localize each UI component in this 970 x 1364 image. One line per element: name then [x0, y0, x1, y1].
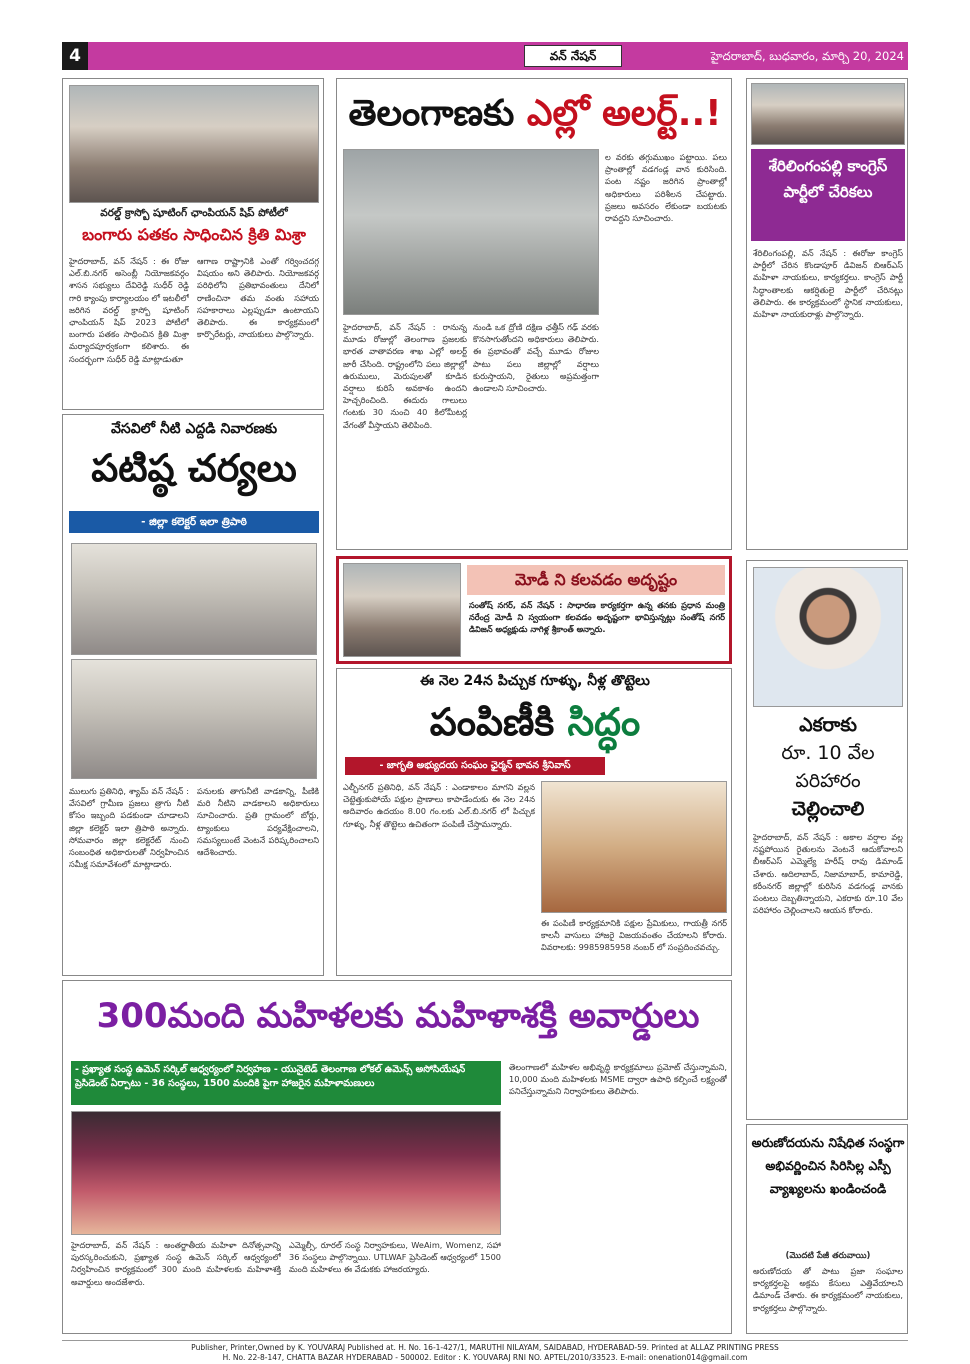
rain-photo	[343, 149, 599, 315]
footer-line2: H. No. 22-8-147, CHATTA BAZAR HYDERABAD - 500002. Editor : K. YOUVARAJ RNI NO. APTEL/2010/33523. E-mail: onenation014@gmail.com	[222, 1353, 748, 1362]
page-number: 4	[62, 42, 88, 70]
women-story	[62, 980, 732, 1334]
collector-photo-bottom	[71, 659, 317, 779]
women-photo	[71, 1111, 501, 1235]
collector-headline: పటిష్ఠ చర్యలు	[91, 446, 297, 490]
sircilla-headline: అరుణోదయను నిషేధిత సంస్థగా అభివర్ణించిన సిరిసిల్ల ఎస్పీ వ్యాఖ్యలను ఖండించండి	[751, 1135, 905, 1196]
masthead	[62, 42, 908, 70]
women-headline-b: మహిళాశక్తి అవార్డులు	[415, 996, 700, 1036]
serilingampally-headline: శేరిలింగంపల్లి కాంగ్రెస్ పార్టీలో చేరికలు	[751, 149, 905, 241]
birds-story	[336, 668, 732, 976]
dateline: హైదరాబాద్, బుధవారం, మార్చి 20, 2024	[710, 49, 904, 63]
kriti-body-left: హైదరాబాద్, వన్ నేషన్ : ఈ రోజు ఎల్.బి.నగర్ అసెంబ్లీ నియోజకవర్గం శాసన సభ్యులు దేవిరెడ్డి సుధీర్ రెడ్డి గారి క్యాంపు కార్యాలయం లో ఇటలీలో జరిగిన వరల్డ్ క్రాస్బో షూటింగ్ ఛాంపియన్ షిప్ 2023 పోటీలో బంగారు పతకం సాధించిన క్రితి మిశ్రా మర్యాదపూర్వకంగా కలిశారు. ఈ సందర్భంగా సుధీర్ రెడ్డి మాట్లాడుతూ	[69, 256, 189, 364]
footer-line1: Publisher, Printer,Owned by K. YOUVARAJ Published at. H. No. 16-1-427/1, MARUTHI NILAYAM, SAIDABAD, HYDERABAD-59. Printed at ALLAZ PRINTING PRESS	[191, 1343, 779, 1352]
harish-headline-d: చెల్లించాలి	[791, 798, 865, 820]
telangana-headline-a: తెలంగాణకు	[348, 93, 515, 134]
modi-story	[336, 556, 732, 664]
modi-photo	[343, 563, 461, 657]
birds-body: ఎల్బీనగర్ ప్రతినిధి, వన్ నేషన్ : ఎండాకాలం మాగని వల్లన చెట్టెత్తుకుపోయే పక్షుల ప్రాణాలు కాపాడేందుకు ఈ నెల 24న అదివారం ఉదయం 8.00 గం.లకు ఎల్.బి.నగర్ లో పిచ్చుక గూళ్ళు, నీళ్ల తొట్టెలు ఉచితంగా పంపిణీ చేస్తామన్నారు.	[343, 782, 535, 829]
collector-story	[62, 414, 324, 976]
modi-body: సంతోష్ నగర్, వన్ నేషన్ : సాధారణ కార్యకర్తగా ఉన్న తనకు ప్రధాన మంత్రి నరేంద్ర మోడీ ని స్వయంగా కలవడం అదృష్టంగా భావిస్తున్నట్లు సంతోష్ నగర్ డివిజన్ అధ్యక్షుడు నాగిళ్ల శ్రీకాంత్ అన్నారు.	[469, 600, 725, 635]
modi-headline: మోడీ ని కలవడం అదృష్టం	[467, 565, 725, 595]
collector-body-right: పనులకు తాగునీటి వాడకాన్ని, పీణికి మరి నీటిని వాడకాలని అధికారులు సూచించారు. ప్రతి గ్రామంలో బోర్లు, ట్యాంకులు పర్యవేక్షించాలని, సమస్యలుంటే వెంటనే పరిష్కరించాలని ఆదేశించారు.	[197, 786, 319, 858]
birds-kicker: ఈ నెల 24న పిచ్చుక గూళ్ళు, నీళ్ల తొట్టెలు	[420, 673, 650, 689]
paper-name: వన్ నేషన్	[524, 45, 622, 67]
collector-subhead: - జిల్లా కలెక్టర్ ఇలా త్రిపాఠి	[69, 511, 319, 533]
women-body-col3: తెలంగాణలో మహిళల అభివృద్ధి కార్యక్రమాలు ప్రమోట్ చేస్తున్నామని, 10,000 మంది మహిళలకు MSME ద్వారా ఉపాధి కల్పించే లక్ష్యంతో పనిచేస్తున్నామని నిర్వాహకులు తెలిపారు.	[509, 1062, 727, 1097]
harish-headline-c: పరిహారం	[795, 770, 861, 792]
collector-photo-top	[71, 543, 317, 655]
birds-photo	[541, 781, 727, 913]
telangana-body-col3: ల వరకు తగ్గుముఖం పట్టాయి. పలు ప్రాంతాల్లో వడగండ్ల వాన కురిసింది. పంట నష్టం జరిగిన ప్రాంతాల్లో అధికారులు పరిశీలన చేపట్టారు. ప్రజలు అవసరం లేకుండా బయటకు రావద్దని సూచించారు.	[605, 152, 727, 224]
serilingampally-story	[746, 78, 908, 550]
sircilla-story	[746, 1124, 908, 1334]
serilingampally-photo	[751, 83, 905, 145]
harish-headline-b: రూ. 10 వేల	[781, 742, 875, 764]
women-headline-a: 300మంది మహిళలకు	[96, 996, 404, 1036]
kriti-body-right: ఆగాణ రాష్ట్రానికి ఎంతో గర్వించదగ్గ విషయం అని తెలిపారు. నియోజకవర్గ పరిధిలోని ప్రతిభావంతులు దేనిలో రాణించినా తమ వంతు సహాయ సహకారాలు ఎల్లప్పుడూ ఉంటాయని తెలిపారు. ఈ కార్యక్రమంలో కార్పొరేటర్లు, నాయకులు పాల్గొన్నారు.	[197, 256, 319, 340]
telangana-body-col1: హైదరాబాద్, వన్ నేషన్ : రానున్న మూడు రోజుల్లో తెలంగాణ ప్రజలకు భారత వాతావరణ శాఖ ఎల్లో అలర్ట్ జారీ చేసింది. రాష్ట్రంలోని పలు జిల్లాల్లో ఉరుములు, మెరుపులతో కూడిన వర్షాలు కురిసే అవకాశం ఉందని హెచ్చరించింది. ఈదురు గాలులు గంటకు 30 నుంచి 40 కిలోమీటర్ల వేగంతో వీస్తాయని తెలిపింది.	[343, 322, 467, 430]
women-headline	[67, 985, 729, 1047]
telangana-headline-b: ఎల్లో అలర్ట్..!	[526, 93, 722, 134]
collector-kicker: వేసవిలో నీటి ఎద్దడి నివారణకు	[110, 421, 278, 437]
kriti-story	[62, 78, 324, 410]
footer	[62, 1340, 908, 1362]
sircilla-body: అరుణోదయ తో పాటు ప్రజా సంఘాల కార్యకర్తలపై అక్రమ కేసులు ఎత్తివేయాలని డిమాండ్ చేశారు. ఈ కార్యక్రమంలో నాయకులు, కార్యకర్తలు పాల్గొన్నారు.	[753, 1266, 903, 1313]
harish-story	[746, 560, 908, 1120]
birds-headline	[341, 693, 729, 751]
sircilla-note: (మొదటి పేజీ తరువాయి)	[785, 1251, 871, 1261]
women-body-col1: హైదరాబాద్, వన్ నేషన్ : అంతర్జాతీయ మహిళా దినోత్సవాన్ని పురస్కరించుకుని, ప్రఖ్యాత సంస్థ ఉమెన్ సర్కిల్ ఆధ్వర్యంలో నిర్వహించిన కార్యక్రమంలో 300 మంది మహిళలకు మహిళాశక్తి అవార్డులు అందజేశారు.	[71, 1240, 281, 1287]
birds-subhead: - జాగృతి అభ్యుదయ సంఘం ఛైర్మన్ భావన శ్రీనివాస్	[345, 757, 605, 775]
women-body-col2: ఎమ్మెల్సీ, రూరల్ సంస్థ నిర్వాహకులు, WeAim, Womenz, సహా 36 సంస్థలు పాల్గొన్నాయి. UTLWAF ప్రెసిడెంట్ ఆధ్వర్యంలో 1500 మంది మహిళలు ఈ వేడుకకు హాజరయ్యారు.	[289, 1240, 501, 1275]
telangana-story	[336, 78, 732, 550]
birds-headline-b: సిద్ధం	[567, 700, 641, 744]
kriti-kicker: వరల్డ్ క్రాస్బో షూటింగ్ ఛాంపియన్ షిప్ పోటీలో	[100, 207, 288, 219]
telangana-body-col2: నుండి ఒక ద్రోణి దక్షిణ ఛత్తీస్ గఢ్ వరకు కొనసాగుతోందని అధికారులు తెలిపారు. ఈ ప్రభావంతో వచ్చే మూడు రోజుల పాటు పలు జిల్లాల్లో వర్షాలు కురుస్తాయని, రైతులు అప్రమత్తంగా ఉండాలని సూచించారు.	[473, 322, 599, 394]
serilingampally-body: శేరిలింగంపల్లి, వన్ నేషన్ : ఈరోజు కాంగ్రెస్ పార్టీలో చేరిన కొండాపూర్ డివిజన్ బిఆర్ఎస్ మహిళా నాయకులు, కార్యకర్తలు. కాంగ్రెస్ పార్టీ సిద్ధాంతాలకు ఆకర్షితులై పార్టీలో చేరినట్లు తెలిపారు. ఈ కార్యక్రమంలో స్థానిక నాయకులు, మహిళా నాయకురాళ్లు పాల్గొన్నారు.	[753, 248, 903, 320]
women-banner: - ప్రఖ్యాత సంస్థ ఉమెన్ సర్కిల్ ఆధ్వర్యంలో నిర్వహణ - యునైటెడ్ తెలంగాణ లోకల్ ఉమెన్స్ అసోసియేషన్ ప్రెసిడెంట్ ఏర్పాటు - 36 సంస్థలు, 1500 మందికి పైగా హాజరైన మహిళామణులు	[71, 1061, 501, 1105]
kriti-photo	[69, 85, 319, 203]
harish-body: హైదరాబాద్, వన్ నేషన్ : అకాల వర్షాల వల్ల నష్టపోయిన రైతులను వెంటనే ఆదుకోవాలని బీఆర్ఎస్ ఎమ్మెల్యే హరీష్ రావు డిమాండ్ చేశారు. ఆదిలాబాద్, నిజామాబాద్, కామారెడ్డి, కరీంనగర్ జిల్లాల్లో కురిసిన వడగండ్ల వానకు పంటలు దెబ్బతిన్నాయని, ఎకరాకు రూ.10 వేల పరిహారం చెల్లించాలని ఆయన కోరారు.	[753, 832, 903, 916]
birds-caption: ఈ పంపిణీ కార్యక్రమానికి పక్షుల ప్రేమికులు, గాయత్రీ నగర్ కాలనీ వాసులు హాజరై విజయవంతం చేయాలని కోరారు. వివరాలకు: 9985985958 నంబర్ లో సంప్రదించవచ్చు.	[541, 918, 727, 953]
harish-portrait	[753, 567, 903, 707]
harish-headline-a: ఎకరాకు	[799, 714, 857, 736]
kriti-headline: బంగారు పతకం సాధించిన క్రితి మిశ్రా	[82, 225, 306, 244]
collector-body-left: ములుగు ప్రతినిధి, శ్యామ్ వన్ నేషన్ : వేసవిలో గ్రామీణ ప్రజలు త్రాగు నీటి కోసం ఇబ్బంది పడకుండా చూడాలని జిల్లా కలెక్టర్ ఇలా త్రిపాఠి అన్నారు. సోమవారం జిల్లా కలెక్టరేట్ నుంచి సంబంధిత అధికారులతో నిర్వహించిన సమీక్ష సమావేశంలో మాట్లాడారు.	[69, 786, 189, 870]
telangana-headline	[341, 87, 729, 141]
birds-headline-a: పంపిణీకి	[429, 700, 555, 744]
